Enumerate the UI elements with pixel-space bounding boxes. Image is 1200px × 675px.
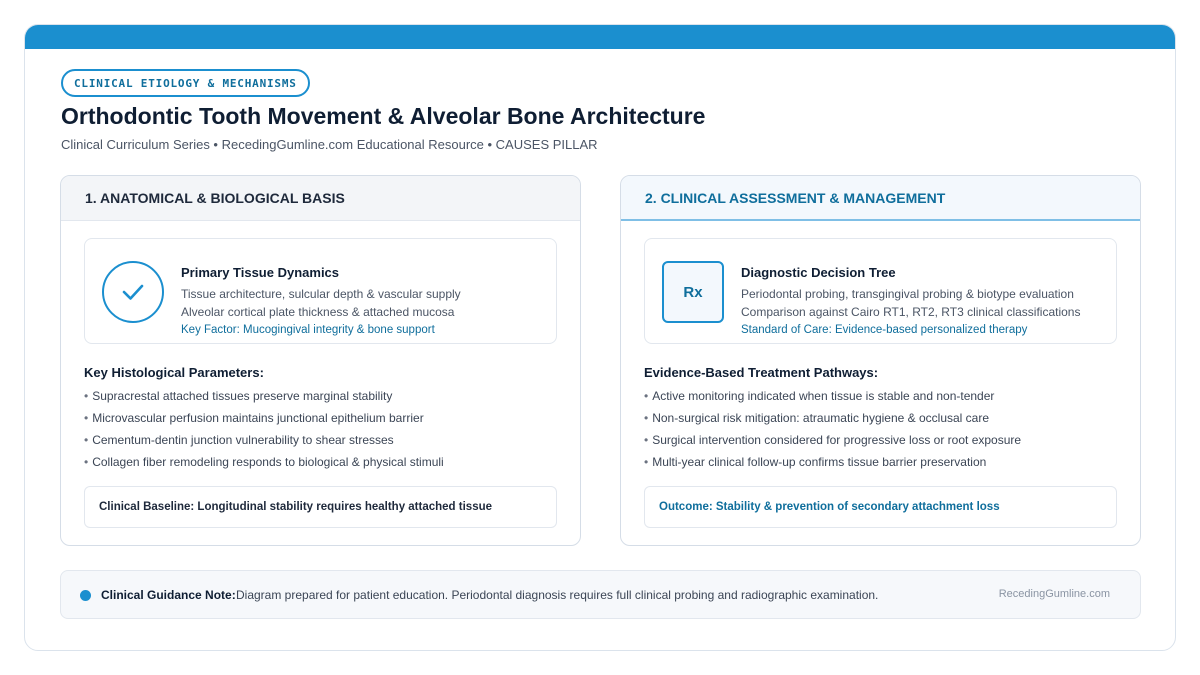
bullet-list (644, 387, 1021, 475)
list-item: • Surgical intervention considered for progressive loss or root exposure (644, 431, 1021, 453)
guidance-note (60, 570, 1141, 619)
feature-box (644, 238, 1117, 344)
feature-title: Primary Tissue Dynamics (181, 265, 340, 280)
info-dot-icon (80, 590, 91, 601)
list-item: • Cementum-dentin junction vulnerability to shear stresses (84, 431, 444, 453)
checkmark-icon (102, 261, 164, 323)
feature-line: Periodontal probing, transgingival probing & biotype evaluation (741, 287, 1074, 301)
panel-heading: 2. CLINICAL ASSESSMENT & MANAGEMENT (621, 176, 1140, 221)
note-text: Diagram prepared for patient education. Periodontal diagnosis requires full clinical probing and radiographic examination. (236, 588, 879, 602)
bullet-list (84, 387, 444, 475)
list-item: • Collagen fiber remodeling responds to biological & physical stimuli (84, 453, 444, 475)
page-title: Orthodontic Tooth Movement & Alveolar Bone Architecture (61, 103, 706, 129)
anatomical-basis-panel (60, 175, 581, 546)
panel-heading: 1. ANATOMICAL & BIOLOGICAL BASIS (61, 176, 580, 221)
list-item: • Multi-year clinical follow-up confirms tissue barrier preservation (644, 453, 1021, 475)
feature-standard-of-care: Standard of Care: Evidence-based personalized therapy (741, 324, 1028, 336)
list-item: • Active monitoring indicated when tissue is stable and non-tender (644, 387, 1021, 409)
feature-box (84, 238, 557, 344)
feature-line: Alveolar cortical plate thickness & attached mucosa (181, 305, 455, 319)
list-item: • Supracrestal attached tissues preserve marginal stability (84, 387, 444, 409)
section-title: Key Histological Parameters: (84, 365, 264, 380)
section-title: Evidence-Based Treatment Pathways: (644, 365, 879, 380)
page-subtitle: Clinical Curriculum Series • RecedingGumline.com Educational Resource • CAUSES PILLAR (61, 137, 598, 152)
clinical-baseline-box: Clinical Baseline: Longitudinal stability requires healthy attached tissue (84, 486, 557, 528)
content-card (24, 24, 1176, 651)
outcome-box: Outcome: Stability & prevention of secondary attachment loss (644, 486, 1117, 528)
feature-line: Comparison against Cairo RT1, RT2, RT3 clinical classifications (741, 305, 1081, 319)
list-item: • Microvascular perfusion maintains junctional epithelium barrier (84, 409, 444, 431)
rx-icon: Rx (662, 261, 724, 323)
category-badge: CLINICAL ETIOLOGY & MECHANISMS (61, 69, 310, 97)
feature-key-factor: Key Factor: Mucogingival integrity & bone support (181, 324, 435, 336)
list-item: • Non-surgical risk mitigation: atraumatic hygiene & occlusal care (644, 409, 1021, 431)
accent-top-bar (25, 25, 1175, 49)
clinical-assessment-panel (620, 175, 1141, 546)
note-label: Clinical Guidance Note: (101, 588, 236, 602)
site-credit: RecedingGumline.com (998, 588, 1110, 600)
feature-line: Tissue architecture, sulcular depth & vascular supply (181, 287, 461, 301)
feature-title: Diagnostic Decision Tree (741, 265, 896, 280)
